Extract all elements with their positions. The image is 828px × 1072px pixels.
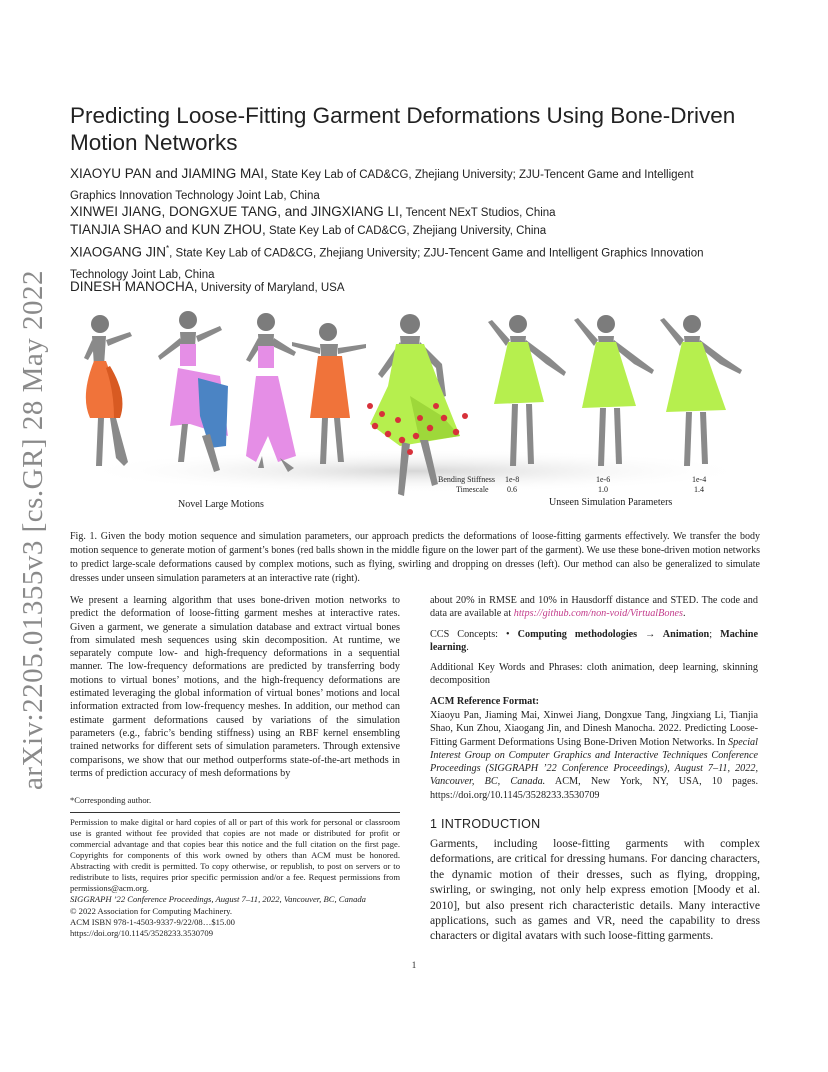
code-link[interactable]: https://github.com/non-void/VirtualBones (513, 608, 684, 620)
abstract-continued: about 20% in RMSE and 10% in Hausdorff distance and STED. The code and data are available at https://github.com/non-void/VirtualBones. (430, 595, 758, 620)
bending-stiffness-label: Bending Stiffness (438, 475, 495, 484)
author-names: XINWEI JIANG, DONGXUE TANG, and JINGXIANG LI, (70, 204, 403, 219)
author-block-3 (70, 220, 770, 241)
permission-notice: Permission to make digital or hard copies of all or part of this work for personal or classroom use is granted without fee provided that copies are not made or distributed for profit or commercial advantage and that copies bear this notice and the full citation on the first page. Copyrights for components of this work owned by others than ACM must be honored. Abstracting with credit is permitted. To copy otherwise, or republish, to post on servers or to redistribute to lists, requires prior specific permission and/or a fee. Request permissions from permissions@acm.org. (70, 817, 400, 893)
author-affiliation-cont: Graphics Innovation Technology Joint Lab, China (70, 190, 320, 202)
author-affiliation: State Key Lab of CAD&CG, Zhejiang University; ZJU-Tencent Game and Intelligent (267, 169, 694, 181)
author-names: XIAOYU PAN and JIAMING MAI, (70, 166, 268, 181)
abstract-cont-text: about 20% in RMSE and 10% in Hausdorff distance and STED. The code and data are available at (430, 595, 758, 620)
bending-value: 1e-6 (596, 475, 611, 484)
author-affiliation: , State Key Lab of CAD&CG, Zhejiang University; ZJU-Tencent Game and Intelligent Graphics Innovation (169, 247, 704, 260)
section-heading: 1 INTRODUCTION (430, 817, 541, 831)
figure-label-left: Novel Large Motions (178, 499, 264, 510)
author-affiliation: State Key Lab of CAD&CG, Zhejiang University, China (265, 225, 547, 237)
teaser-figure (70, 306, 760, 521)
figure-label-right: Unseen Simulation Parameters (549, 497, 673, 508)
paper-title: Predicting Loose-Fitting Garment Deformations Using Bone-Driven Motion Networks (70, 103, 736, 155)
footnote-divider (70, 812, 400, 813)
copyright-line: © 2022 Association for Computing Machinery. (70, 906, 233, 916)
ccs-end: . (466, 642, 469, 654)
ref-venue: Special Interest Group on Computer Graphics and Interactive Techniques Conference Proceedings (SIGGRAPH ’22 Conference Proceedings), August 7–11, 2022, Vancouver, BC, Canada. (430, 736, 758, 788)
ref-authors: Xiaoyu Pan, Jiaming Mai, Xinwei Jiang, Dongxue Tang, Jingxiang Li, Tianjia Shao, Kun Zhou, Xiaogang Jin, and Dinesh Manocha. 2022. Predicting Loose-Fitting Garment Deformations Using Bone-Driven Motion Networks. In (430, 710, 758, 748)
ccs-term: Computing methodologies → Animation (517, 629, 710, 640)
footnote: *Corresponding author. (70, 795, 152, 805)
author-names: TIANJIA SHAO and KUN ZHOU, (70, 222, 266, 237)
acm-ref-heading: ACM Reference Format: (430, 696, 539, 707)
author-names: XIAOGANG JIN (70, 244, 167, 260)
isbn-line: ACM ISBN 978-1-4503-9337-9/22/08…$15.00 (70, 917, 235, 927)
timescale-label: Timescale (456, 485, 489, 494)
author-block-1 (70, 164, 770, 206)
author-names: DINESH MANOCHA, (70, 279, 198, 294)
ccs-term-2: Machine learning (430, 629, 758, 654)
arxiv-sidebar-stamp: arXiv:2205.01355v3 [cs.GR] 28 May 2022 (17, 270, 49, 791)
ccs-concepts (430, 628, 758, 655)
ref-tail: ACM, New York, NY, USA, 10 pages. https://doi.org/10.1145/3528233.3530709 (430, 776, 758, 801)
mannequin-green-c (660, 315, 742, 466)
mannequin-orange-2 (292, 323, 366, 464)
mannequin-pink (158, 311, 228, 472)
figure-caption: Fig. 1. Given the body motion sequence and simulation parameters, our approach predicts the deformations of loose-fitting garments effectively. We transfer the body motion sequence to generate motion of garment’s bones (red balls shown in the middle figure on the lower part of the garment). We use these bone-driven motion networks to predict large-scale deformations caused by complex motions, such as flying, swirling and dropping on dresses (left). Our method can also be generalized to simulate dresses under unseen simulation parameters at an interactive rate (right). (70, 531, 760, 584)
timescale-value: 1.0 (598, 485, 608, 494)
timescale-value: 1.4 (694, 485, 704, 494)
author-block-5 (70, 277, 770, 298)
timescale-value: 0.6 (507, 485, 517, 494)
bending-value: 1e-8 (505, 475, 520, 484)
author-affiliation: University of Maryland, USA (197, 282, 345, 294)
doi-line: https://doi.org/10.1145/3528233.3530709 (70, 928, 213, 938)
mannequin-orange (84, 315, 132, 466)
acm-reference (430, 709, 758, 802)
page-number: 1 (411, 960, 417, 970)
conference-line: SIGGRAPH ’22 Conference Proceedings, August 7–11, 2022, Vancouver, BC, Canada (70, 894, 366, 904)
mannequin-green-a (488, 315, 566, 466)
mannequin-green-b (574, 315, 654, 466)
author-affiliation: Tencent NExT Studios, China (402, 207, 556, 219)
intro-paragraph: Garments, including loose-fitting garments with complex deformations, are critical for dressing humans. For dancing characters, the dynamic motion of their dresses, such as flying, dropping, swirling, or swinging, not only help express emotion [Moody et al. 2010], but also present rich characteristic details. Many interactive applications, such as games and VR, need the capability to dress characters or digital avatars with such loose-fitting garments. (430, 837, 760, 943)
mannequin-pink-2 (246, 313, 296, 472)
bending-value: 1e-4 (692, 475, 707, 484)
corresponding-star: * (166, 244, 170, 253)
keywords: Additional Key Words and Phrases: cloth animation, deep learning, skinning decomposition (430, 662, 758, 687)
author-affiliation-cont: Technology Joint Lab, China (70, 268, 215, 281)
ccs-sep: ; (709, 629, 721, 640)
abstract: We present a learning algorithm that uses bone-driven motion networks to predict the deformation of loose-fitting garment meshes at interactive rates. Given a garment, we generate a simulation database and extract virtual bones from simulated mesh sequences using skin decomposition. At runtime, we separately compute low- and high-frequency deformations in a sequential manner. The low-frequency deformations are predicted by transferring body motions to virtual bones’ motions, and the high-frequency deformations are estimated leveraging the global information of virtual bones’ motions and local information extracted from low-frequency meshes. In addition, our method can estimate garment deformations caused by variations of the simulation parameters (e.g., fabric’s bending stiffness) using an RBF kernel ensembling trained networks for different sets of simulation parameters. Through extensive comparisons, we show that our method outperforms state-of-the-art methods in terms of prediction accuracy of mesh deformations by (70, 595, 400, 779)
ccs-prefix: CCS Concepts: • (430, 629, 518, 640)
